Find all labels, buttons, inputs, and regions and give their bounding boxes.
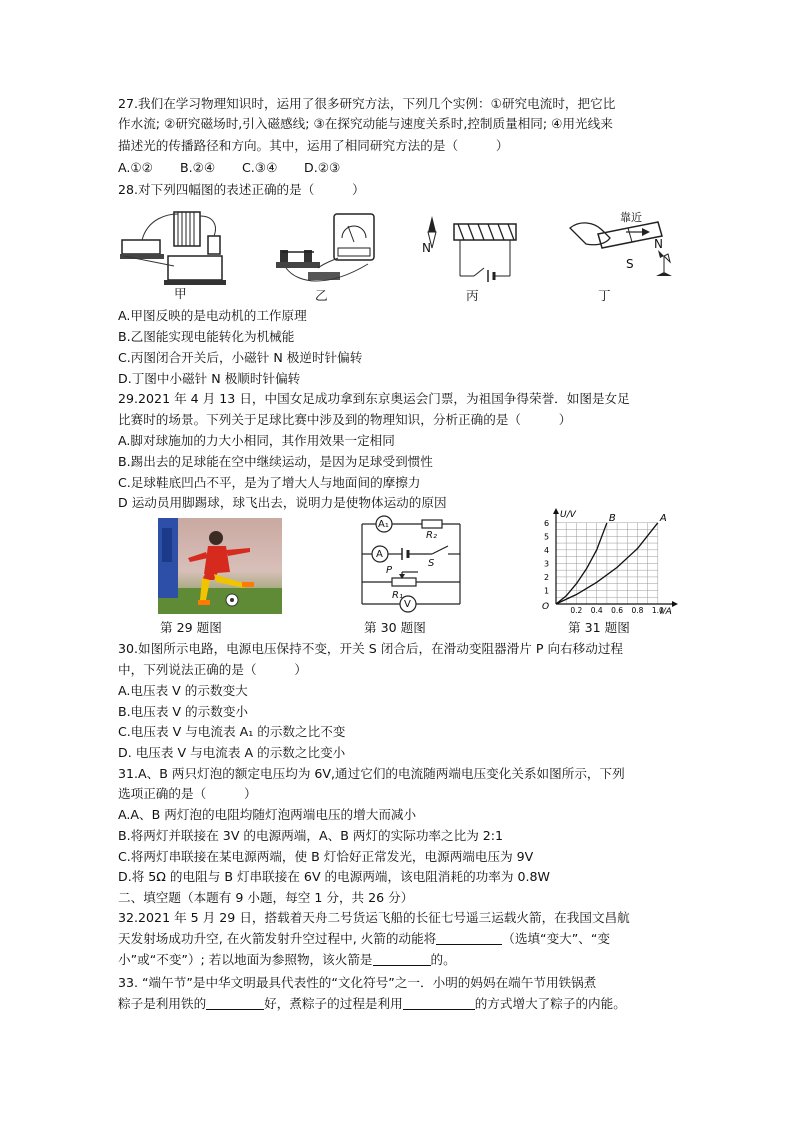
q30-option-a: A.电压表 V 的示数变大: [118, 683, 248, 698]
q28-figure-yi: [268, 208, 388, 298]
q29-option-d: D 运动员用脚踢球，球飞出去，说明力是使物体运动的原因: [118, 495, 447, 510]
q31-option-a: A.A、B 两灯泡的电阻均随灯泡两端电压的增大而减小: [118, 807, 417, 822]
chart-origin: O: [542, 602, 550, 612]
q29-option-b: B.踢出去的足球能在空中继续运动，是因为足球受到惯性: [118, 454, 433, 469]
q29-option-c: C.足球鞋底凹凸不平，是为了增大人与地面间的摩擦力: [118, 475, 421, 490]
section-fill-in-heading: 二、填空题（本题有 9 小题，每空 1 分，共 26 分）: [118, 890, 414, 905]
q33-line2-text-a: 粽子是利用铁的: [118, 996, 207, 1011]
q33-line1: 33. “端午节”是中华文明最具代表性的“文化符号”之一．小明的妈妈在端午节用铁锅煮: [118, 975, 597, 990]
chart-grid: [556, 523, 658, 604]
fig30-r2: R₂: [426, 530, 437, 541]
y-tick-label: 6: [544, 518, 550, 528]
q32-line1: 32.2021 年 5 月 29 日，搭载着天舟二号货运飞船的长征七号遥三运载火箭，在我国文昌航: [118, 910, 630, 925]
q28-label-yi: 乙: [315, 288, 328, 303]
y-tick-label: 5: [544, 532, 550, 542]
fig30-a: A: [376, 549, 383, 560]
q27-options: [118, 158, 678, 178]
y-tick-label: 1: [544, 586, 550, 596]
series-label-b: B: [608, 512, 616, 524]
y-tick-label: 4: [544, 545, 550, 555]
q30-circuit-diagram: [354, 514, 468, 614]
q28-option-a: A.甲图反映的是电动机的工作原理: [118, 308, 307, 323]
caption-fig30: 第 30 题图: [364, 620, 426, 635]
q32-blank-1[interactable]: [436, 930, 502, 945]
q30-option-d: D. 电压表 V 与电流表 A 的示数之比变小: [118, 745, 346, 760]
q31-option-c: C.将两灯串联接在某电源两端，使 B 灯恰好正常发光，电源两端电压为 9V: [118, 849, 534, 864]
q27-line3: 描述光的传播路径和方向。其中，运用了相同研究方法的是（ ）: [118, 138, 509, 153]
q29-line1: 29.2021 年 4 月 13 日，中国女足成功拿到东京奥运会门票，为祖国争得荣誉．如图是女足: [118, 391, 630, 406]
q31-option-d: D.将 5Ω 的电阻与 B 灯串联接在 6V 的电源两端，该电阻消耗的功率为 0.8W: [118, 869, 550, 884]
q27-line1: 27.我们在学习物理知识时，运用了很多研究方法，下列几个实例：①研究电流时，把它比: [118, 96, 616, 111]
x-tick-label: 1.0: [651, 606, 664, 614]
q32-line3-text-a: 小”或“不变”）; 若以地面为参照物，该火箭是: [118, 952, 373, 967]
chart-xlabel: I/A: [660, 607, 672, 614]
q29-line2: 比赛时的场景。下列关于足球比赛中涉及到的物理知识，分析正确的是（ ）: [118, 412, 572, 427]
series-label-a: A: [659, 512, 667, 524]
q32-line2-text-a: 天发射场成功升空, 在火箭发射升空过程中, 火箭的动能将: [118, 931, 437, 946]
x-tick-label: 0.4: [590, 606, 603, 614]
q28-option-d: D.丁图中小磁针 N 极顺时针偏转: [118, 371, 301, 386]
q27-line2: 作水流; ②研究磁场时,引入磁感线; ③在探究动能与速度关系时,控制质量相同; ④用光线来: [118, 116, 613, 131]
q31-option-b: B.将两灯并联接在 3V 的电源两端，A、B 两灯的实际功率之比为 2:1: [118, 828, 504, 843]
q27-option-c: C.③④: [242, 160, 278, 175]
chart-ylabel: U/V: [560, 510, 576, 520]
q29-football-photo: [158, 518, 282, 614]
y-tick-label: 2: [544, 572, 550, 582]
q33-line2: [118, 994, 678, 1014]
q28-label-jia: 甲: [174, 286, 187, 301]
caption-fig31: 第 31 题图: [568, 620, 630, 635]
q33-blank-1[interactable]: [206, 995, 264, 1010]
caption-fig29: 第 29 题图: [160, 620, 222, 635]
fig30-p: P: [386, 565, 393, 576]
fig30-r1: R₁: [392, 590, 403, 601]
q28-option-b: B.乙图能实现电能转化为机械能: [118, 329, 295, 344]
q32-blank-2[interactable]: [373, 951, 431, 966]
q32-line2: [118, 929, 678, 949]
q27-option-b: B.②④: [180, 160, 216, 175]
q33-line2-text-c: 的方式增大了粽子的内能。: [474, 996, 626, 1011]
x-tick-label: 0.6: [611, 606, 624, 614]
q31-ui-chart: [532, 506, 682, 614]
fig30-s: S: [428, 558, 435, 569]
q28-label-ding: 丁: [598, 288, 611, 303]
q33-line2-text-b: 好，煮粽子的过程是利用: [264, 996, 403, 1011]
q28-fig-bing-n: N: [422, 241, 431, 255]
q28-option-c: C.丙图闭合开关后，小磁针 N 极逆时针偏转: [118, 350, 363, 365]
q27-option-a: A.①②: [118, 160, 153, 175]
q30-option-c: C.电压表 V 与电流表 A₁ 的示数之比不变: [118, 724, 346, 739]
fig30-v: V: [404, 599, 411, 610]
q27-option-d: D.②③: [304, 160, 341, 175]
q30-option-b: B.电压表 V 的示数变小: [118, 704, 249, 719]
q28-stem: 28.对下列四幅图的表述正确的是（ ）: [118, 182, 365, 197]
q30-line2: 中，下列说法正确的是（ ）: [118, 662, 307, 677]
q28-label-bing: 丙: [466, 288, 479, 303]
q30-line1: 30.如图所示电路，电源电压保持不变，开关 S 闭合后，在滑动变阻器滑片 P 向右移动过程: [118, 641, 624, 656]
q29-option-a: A.脚对球施加的力大小相同，其作用效果一定相同: [118, 433, 395, 448]
q32-line3: [118, 950, 678, 970]
x-tick-label: 0.2: [570, 606, 583, 614]
y-tick-label: 3: [544, 559, 550, 569]
q28-fig-ding-s: S: [626, 257, 634, 271]
q28-fig-ding-near: 靠近: [620, 211, 642, 224]
fig30-a1: A₁: [378, 519, 389, 530]
q32-line3-text-b: 的。: [430, 952, 456, 967]
q33-blank-2[interactable]: [403, 995, 475, 1010]
q28-figure-bing: [422, 210, 532, 300]
q31-line2: 选项正确的是（ ）: [118, 786, 257, 801]
x-tick-label: 0.8: [631, 606, 644, 614]
q31-line1: 31.A、B 两只灯泡的额定电压均为 6V,通过它们的电流随两端电压变化关系如图所示，下列: [118, 766, 625, 781]
q28-fig-ding-n: N: [654, 237, 663, 251]
q32-line2-text-b: （选填“变大”、“变: [502, 931, 610, 946]
